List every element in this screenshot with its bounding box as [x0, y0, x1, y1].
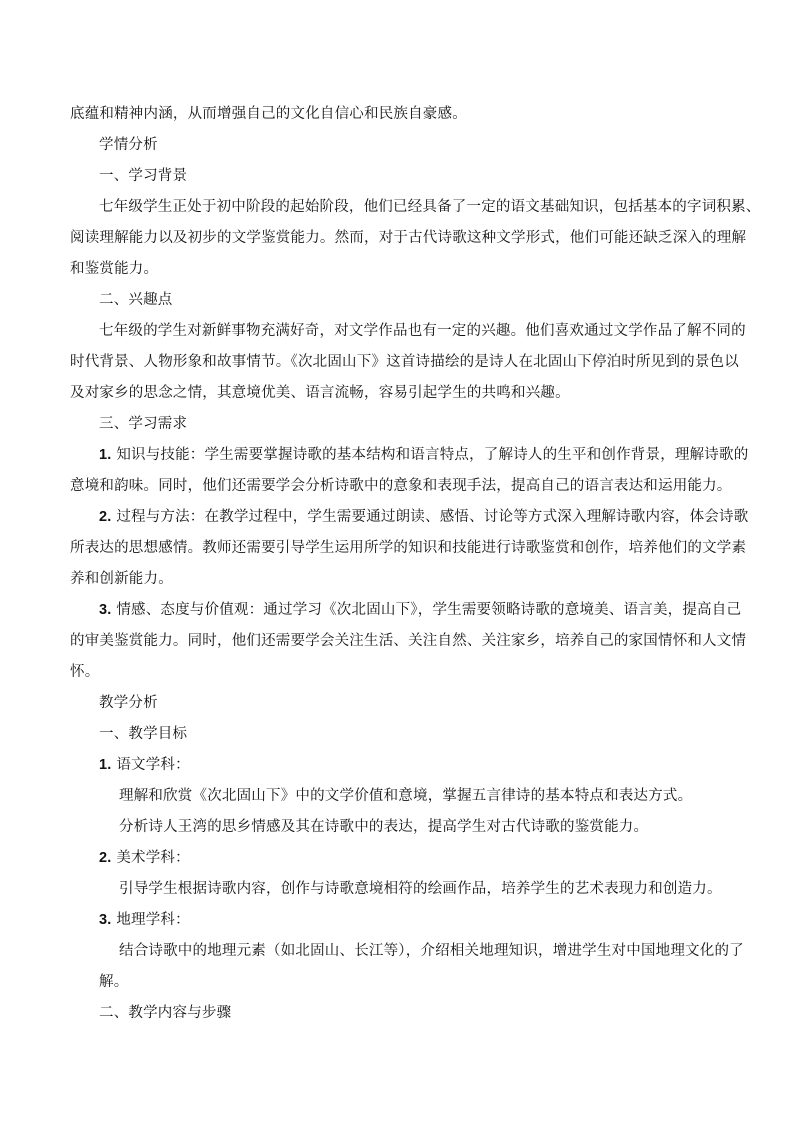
list-item-text: 地理学科：	[116, 912, 190, 928]
list-number: 1.	[99, 447, 112, 463]
list-item	[99, 910, 759, 930]
subheading: 三、学习需求	[99, 416, 188, 432]
list-item	[99, 755, 759, 775]
list-item-text: 过程与方法：在教学过程中，学生需要通过朗读、感悟、讨论等方式深入理解诗歌内容，体会诗歌	[116, 509, 749, 525]
text-line: 养和创新能力。	[70, 571, 173, 587]
list-item-text: 美术学科：	[116, 850, 190, 866]
section-heading: 教学分析	[99, 695, 158, 711]
text-line: 怀。	[70, 664, 100, 680]
text-line: 及对家乡的思念之情，其意境优美、语言流畅，容易引起学生的共鸣和兴趣。	[70, 385, 570, 401]
text-line: 理解和欣赏《次北固山下》中的文学价值和意境，掌握五言律诗的基本特点和表达方式。	[119, 788, 693, 804]
list-number: 3.	[99, 912, 112, 928]
text-line: 的审美鉴赏能力。同时，他们还需要学会关注生活、关注自然、关注家乡，培养自己的家国情怀和人文情	[70, 633, 747, 649]
list-number: 2.	[99, 509, 112, 525]
text-line: 所表达的思想感情。教师还需要引导学生运用所学的知识和技能进行诗歌鉴赏和创作，培养他们的文学素	[70, 540, 747, 556]
text-line: 七年级学生正处于初中阶段的起始阶段，他们已经具备了一定的语文基础知识，包括基本的字词积累、	[99, 199, 761, 215]
subheading: 一、教学目标	[99, 726, 188, 742]
list-item	[99, 848, 759, 868]
list-item-text: 知识与技能：学生需要掌握诗歌的基本结构和语言特点，了解诗人的生平和创作背景，理解诗歌的	[116, 447, 749, 463]
section-heading: 学情分析	[99, 137, 158, 153]
text-line: 底蕴和精神内涵，从而增强自己的文化自信心和民族自豪感。	[70, 106, 467, 122]
text-line: 分析诗人王湾的思乡情感及其在诗歌中的表达，提高学生对古代诗歌的鉴赏能力。	[119, 819, 649, 835]
list-item	[99, 507, 759, 527]
text-line: 时代背景、人物形象和故事情节。《次北固山下》这首诗描绘的是诗人在北固山下停泊时所见到的景色以	[70, 354, 739, 370]
subheading: 一、学习背景	[99, 168, 188, 184]
text-line: 引导学生根据诗歌内容，创作与诗歌意境相符的绘画作品，培养学生的艺术表现力和创造力。	[119, 881, 722, 897]
list-item	[99, 445, 759, 465]
list-number: 3.	[99, 602, 112, 618]
text-line: 阅读理解能力以及初步的文学鉴赏能力。然而，对于古代诗歌这种文学形式，他们可能还缺乏深入的理解	[70, 230, 747, 246]
list-item	[99, 600, 759, 620]
text-line: 结合诗歌中的地理元素（如北固山、长江等），介绍相关地理知识，增进学生对中国地理文化的了	[119, 943, 744, 959]
subheading: 二、教学内容与步骤	[99, 1005, 232, 1021]
text-line: 意境和韵味。同时，他们还需要学会分析诗歌中的意象和表现手法，提高自己的语言表达和运用能力。	[70, 478, 732, 494]
list-item-text: 语文学科：	[116, 757, 190, 773]
list-number: 1.	[99, 757, 112, 773]
list-item-text: 情感、态度与价值观：通过学习《次北固山下》，学生需要领略诗歌的意境美、语言美，提高自己	[116, 602, 742, 618]
text-line: 和鉴赏能力。	[70, 261, 159, 277]
text-line: 七年级的学生对新鲜事物充满好奇，对文学作品也有一定的兴趣。他们喜欢通过文学作品了解不同的	[99, 323, 746, 339]
subheading: 二、兴趣点	[99, 292, 173, 308]
text-line: 解。	[99, 974, 129, 990]
list-number: 2.	[99, 850, 112, 866]
